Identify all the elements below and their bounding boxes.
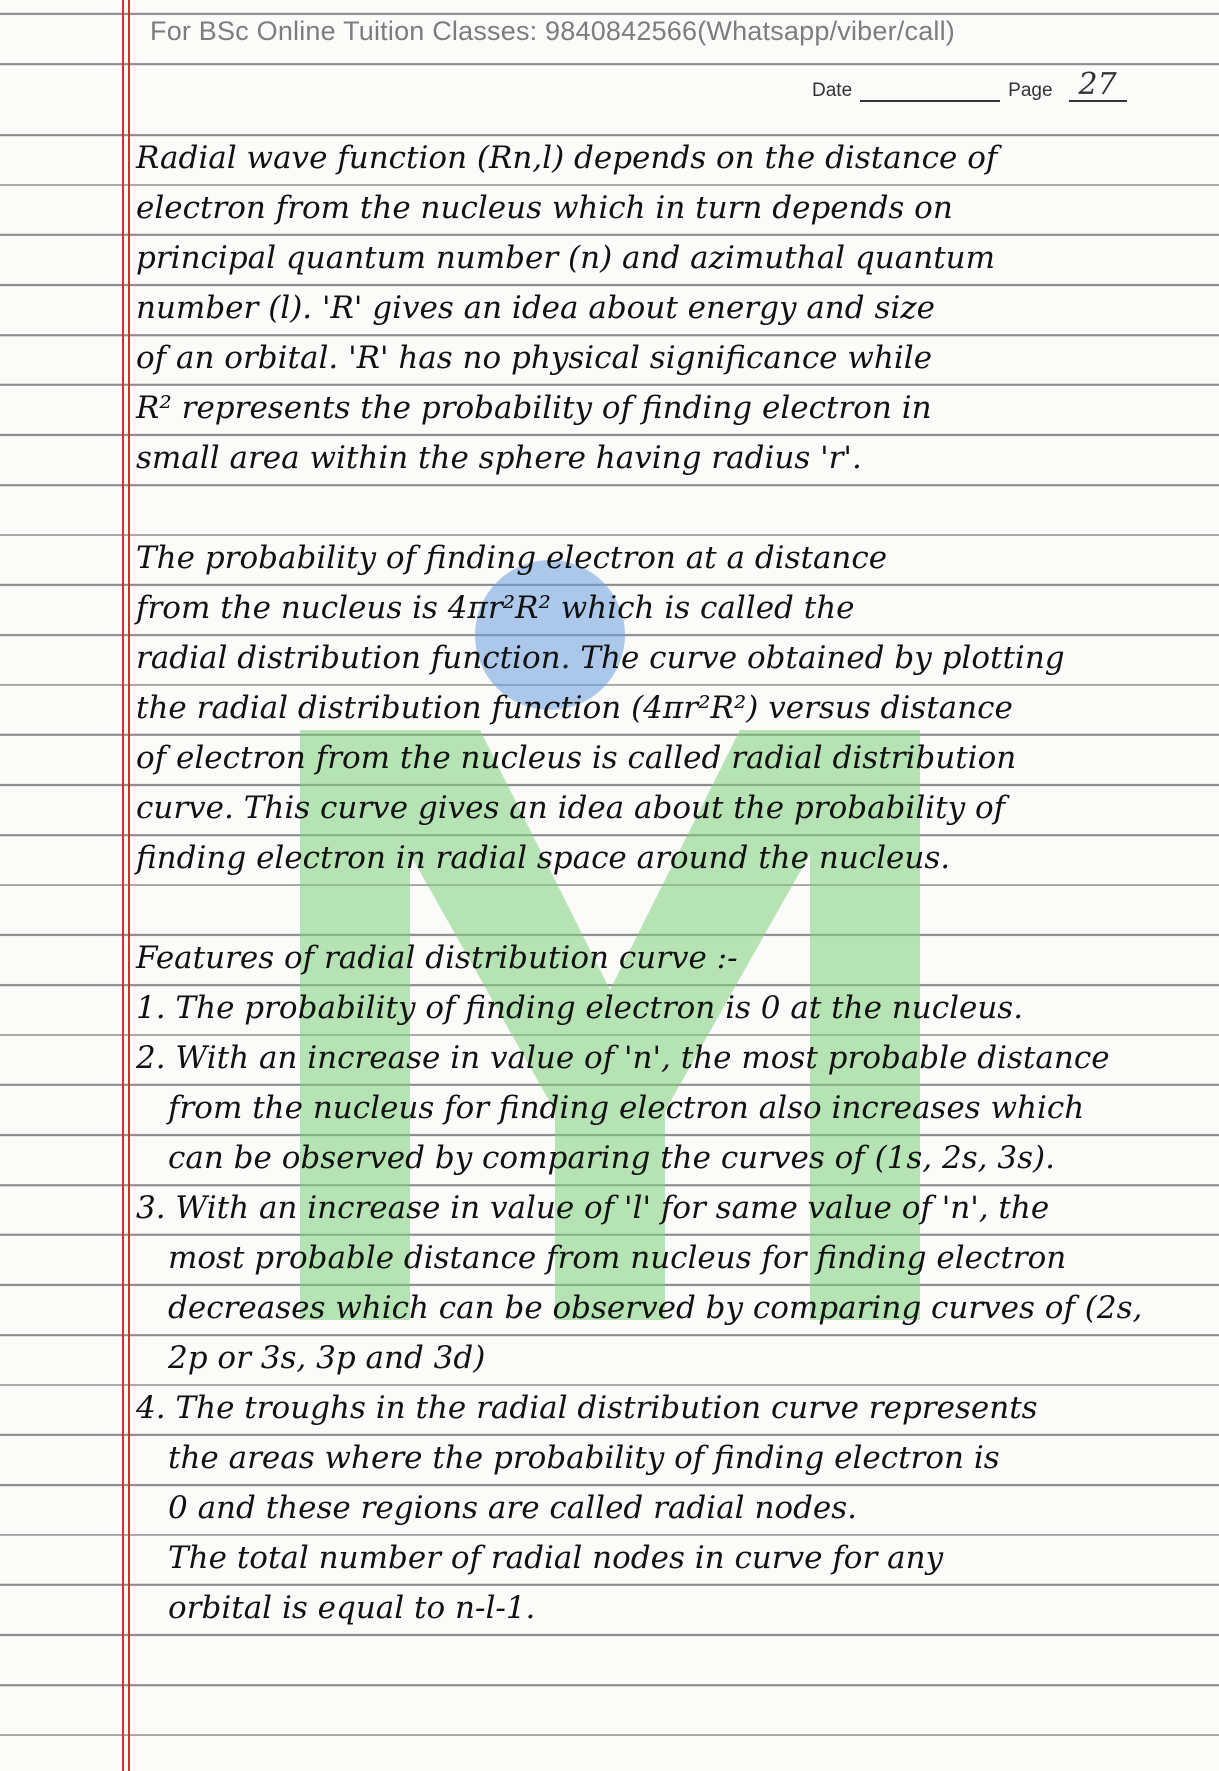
- margin-line: [128, 0, 130, 1771]
- features-heading: Features of radial distribution curve :-: [136, 940, 738, 976]
- margin-line: [122, 0, 124, 1771]
- date-blank: [860, 100, 1000, 102]
- text-line: principal quantum number (n) and azimuthal quantum: [136, 240, 996, 276]
- text-line: The probability of finding electron at a distance: [136, 540, 888, 576]
- feature-line: can be observed by comparing the curves of (1s, 2s, 3s).: [168, 1140, 1055, 1176]
- feature-line: decreases which can be observed by comparing curves of (2s,: [168, 1290, 1143, 1326]
- text-line: Radial wave function (Rn,l) depends on the distance of: [136, 140, 998, 176]
- feature-line: 1. The probability of finding electron is 0 at the nucleus.: [136, 990, 1024, 1026]
- text-line: radial distribution function. The curve obtained by plotting: [136, 640, 1065, 676]
- feature-line: 3. With an increase in value of 'l' for same value of 'n', the: [136, 1190, 1050, 1226]
- feature-line: The total number of radial nodes in curve for any: [168, 1540, 944, 1576]
- text-line: small area within the sphere having radius 'r'.: [136, 440, 862, 476]
- text-line: from the nucleus is 4πr²R² which is called the: [136, 590, 855, 626]
- feature-line: 4. The troughs in the radial distribution curve represents: [136, 1390, 1038, 1426]
- feature-line: from the nucleus for finding electron also increases which: [168, 1090, 1085, 1126]
- feature-line: most probable distance from nucleus for finding electron: [168, 1240, 1067, 1276]
- page-number: 27: [1069, 70, 1127, 102]
- text-line: curve. This curve gives an idea about the probability of: [136, 790, 1006, 826]
- feature-line: 0 and these regions are called radial nodes.: [168, 1490, 858, 1526]
- text-line: R² represents the probability of finding electron in: [136, 390, 932, 426]
- text-line: of an orbital. 'R' has no physical significance while: [136, 340, 933, 376]
- paragraph-radial-distribution-function: [136, 533, 1214, 883]
- feature-line: orbital is equal to n-l-1.: [168, 1590, 536, 1626]
- tuition-banner: For BSc Online Tuition Classes: 9840842566(Whatsapp/viber/call): [150, 16, 955, 46]
- text-line: finding electron in radial space around the nucleus.: [136, 840, 951, 876]
- text-line: the radial distribution function (4πr²R²) versus distance: [136, 690, 1013, 726]
- feature-line: the areas where the probability of finding electron is: [168, 1440, 1000, 1476]
- feature-line: 2p or 3s, 3p and 3d): [168, 1340, 486, 1376]
- features-section: [136, 933, 1214, 1633]
- date-label: Date: [812, 80, 853, 101]
- text-line: of electron from the nucleus is called radial distribution: [136, 740, 1017, 776]
- paragraph-radial-wave-function: [136, 133, 1214, 483]
- page-label: Page: [1008, 80, 1053, 101]
- text-line: electron from the nucleus which in turn depends on: [136, 190, 953, 226]
- feature-line: 2. With an increase in value of 'n', the most probable distance: [136, 1040, 1110, 1076]
- text-line: number (l). 'R' gives an idea about energy and size: [136, 290, 935, 326]
- date-page-field: [812, 67, 1127, 102]
